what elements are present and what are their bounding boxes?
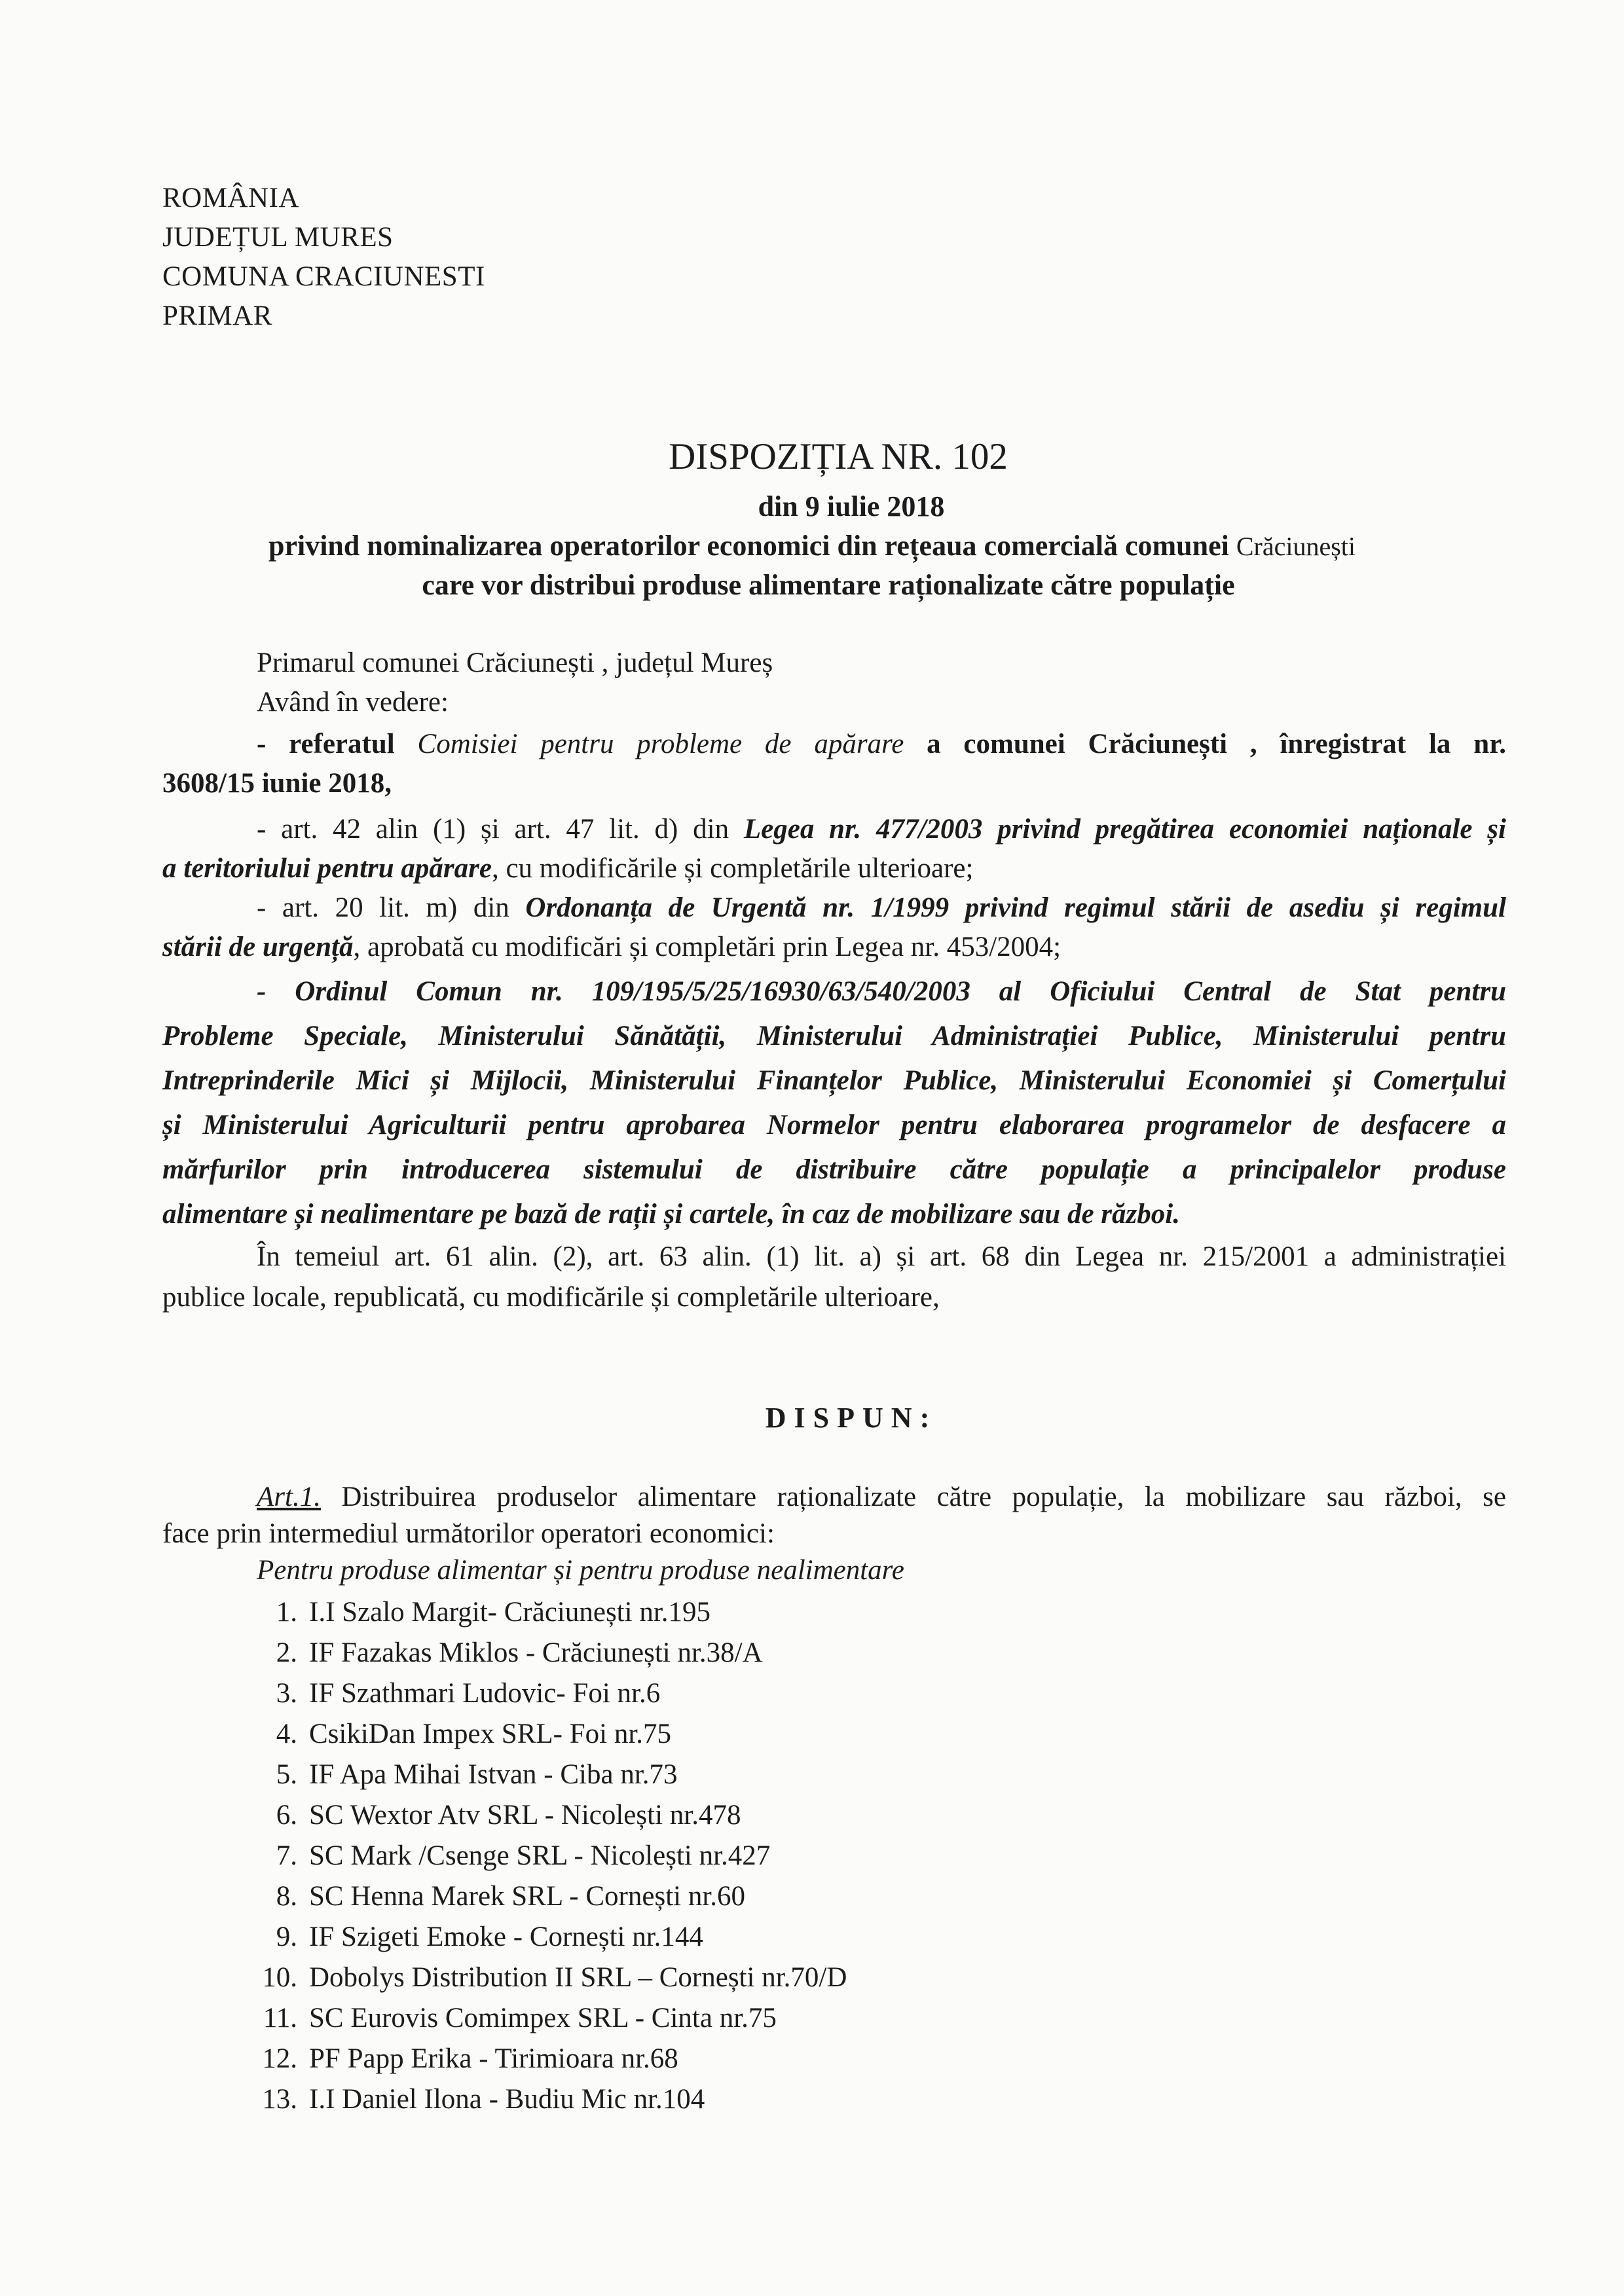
preamble-law1-line1: - art. 42 alin (1) și art. 47 lit. d) din Legea nr. 477/2003 privind pregătirea economiei naționale și [257, 814, 1506, 845]
list-item: 11. SC Eurovis Comimpex SRL - Cinta nr.75 [263, 2003, 777, 2033]
document-subject-line1: privind nominalizarea operatorilor economici din rețeaua comercială comunei Crăciunești [268, 530, 1356, 562]
preamble-order-line3: Intreprinderile Mici și Mijlocii, Ministerului Finanțelor Publice, Ministerului Economiei și Comerțului [162, 1065, 1506, 1096]
preamble-mayor: Primarul comunei Crăciunești , județul Mureș [257, 647, 773, 678]
list-item: 2. IF Fazakas Miklos - Crăciunești nr.38/A [276, 1637, 763, 1668]
preamble-order-line6: alimentare și nealimentare pe bază de rații și cartele, în caz de mobilizare sau de război. [162, 1199, 1180, 1230]
article-1-category: Pentru produse alimentar și pentru produse nealimentare [257, 1555, 904, 1586]
preamble-basis-line1: În temeiul art. 61 alin. (2), art. 63 alin. (1) lit. a) și art. 68 din Legea nr. 215/2001 a administrației [257, 1241, 1506, 1272]
document-date: din 9 iulie 2018 [758, 490, 945, 522]
header-country: ROMÂNIA [162, 183, 299, 213]
header-commune: COMUNA CRACIUNESTI [162, 261, 485, 292]
list-item: 7. SC Mark /Csenge SRL - Nicolești nr.427 [276, 1840, 771, 1871]
article-1-line1: Art.1. Distribuirea produselor alimentare raționalizate către populație, la mobilizare sau război, se [257, 1482, 1506, 1512]
preamble-referat-line1: - referatul Comisiei pentru probleme de apărare a comunei Crăciunești , înregistrat la nr. [257, 729, 1507, 759]
list-item: 5. IF Apa Mihai Istvan - Ciba nr.73 [276, 1759, 678, 1790]
preamble-referat-line2: 3608/15 iunie 2018, [162, 768, 392, 799]
list-item: 10. Dobolys Distribution II SRL – Cornești nr.70/D [262, 1962, 847, 1993]
list-item: 9. IF Szigeti Emoke - Cornești nr.144 [276, 1922, 703, 1952]
preamble-basis-line2: publice locale, republicată, cu modificările și completările ulterioare, [162, 1282, 940, 1313]
list-item: 4. CsikiDan Impex SRL- Foi nr.75 [276, 1719, 672, 1749]
list-item: 8. SC Henna Marek SRL - Cornești nr.60 [276, 1881, 746, 1912]
preamble-having: Având în vedere: [257, 687, 449, 718]
list-item: 1. I.I Szalo Margit- Crăciunești nr.195 [276, 1597, 711, 1628]
preamble-law2-line1: - art. 20 lit. m) din Ordonanța de Urgentă nr. 1/1999 privind regimul stării de asediu și regimul [257, 892, 1506, 923]
preamble-order-line2: Probleme Speciale, Ministerului Sănătății, Ministerului Administrației Publice, Ministerului pentru [162, 1021, 1506, 1051]
preamble-law1-line2: a teritoriului pentru apărare, cu modificările și completările ulterioare; [162, 853, 974, 884]
list-item: 6. SC Wextor Atv SRL - Nicolești nr.478 [276, 1800, 741, 1831]
dispun-heading: DISPUN: [765, 1402, 938, 1434]
list-item: 3. IF Szathmari Ludovic- Foi nr.6 [276, 1678, 661, 1709]
list-item: 12. PF Papp Erika - Tirimioara nr.68 [262, 2043, 678, 2074]
preamble-law2-line2: stării de urgență, aprobată cu modificări și completări prin Legea nr. 453/2004; [162, 932, 1061, 962]
header-office: PRIMAR [162, 301, 272, 331]
list-item: 13. I.I Daniel Ilona - Budiu Mic nr.104 [262, 2084, 705, 2115]
preamble-order-line1: - Ordinul Comun nr. 109/195/5/25/16930/63/540/2003 al Oficiului Central de Stat pentru [257, 976, 1506, 1007]
header-county: JUDEȚUL MURES [162, 222, 394, 253]
document-subject-line2: care vor distribui produse alimentare raționalizate către populație [422, 569, 1235, 601]
preamble-order-line4: și Ministerului Agriculturii pentru aprobarea Normelor pentru elaborarea programelor de desfacere a [162, 1110, 1506, 1140]
document-title: DISPOZIȚIA NR. 102 [669, 436, 1008, 477]
preamble-order-line5: mărfurilor prin introducerea sistemului de distribuire către populație a principalelor produse [162, 1154, 1506, 1185]
article-1-line2: face prin intermediul următorilor operatori economici: [162, 1518, 775, 1549]
